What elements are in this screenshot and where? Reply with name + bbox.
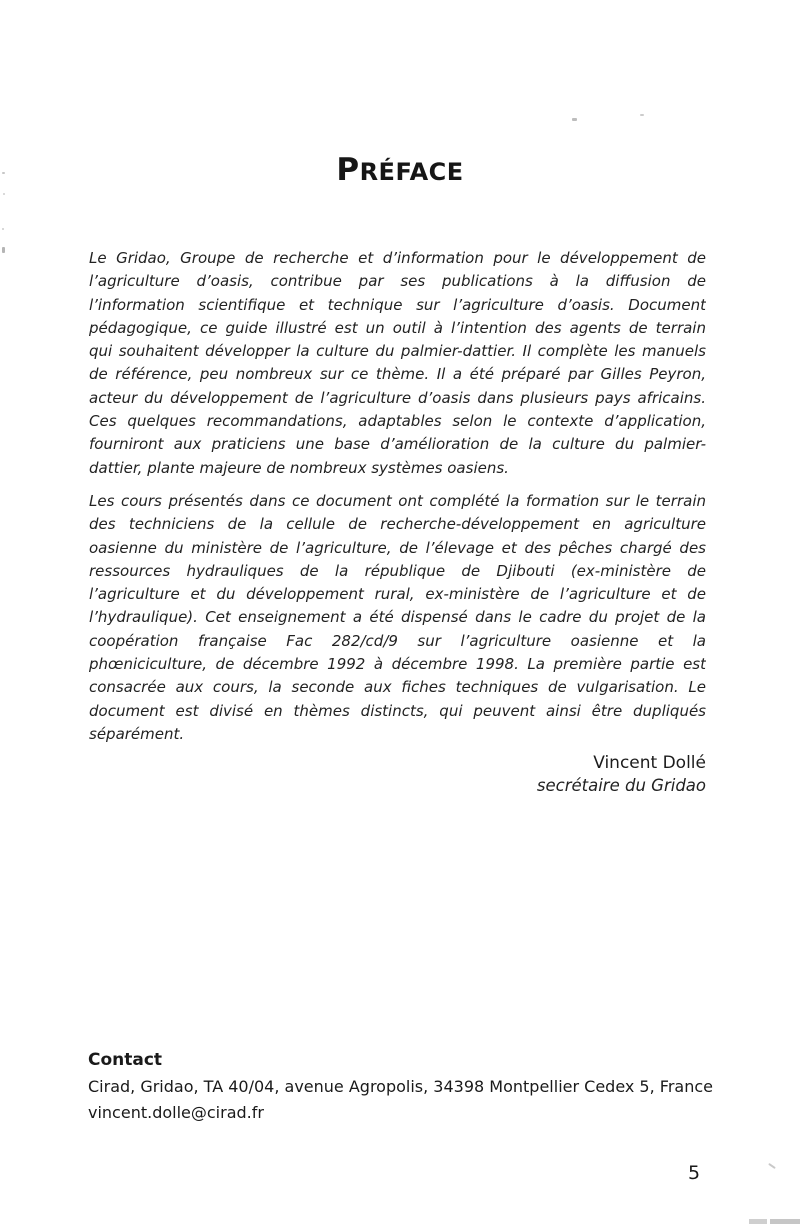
contact-block [88,1050,713,1125]
page-title [0,150,800,188]
scan-artifact-strip [770,1219,800,1224]
text-line: acteur du développement de l’agriculture d’oasis dans plusieurs pays africains. [89,388,706,407]
text-line: l’hydraulique). Cet enseignement a été dispensé dans le cadre du projet de la [89,608,706,627]
text-line: Le Gridao, Groupe de recherche et d’information pour le développement de [89,249,706,267]
scan-artifact-speck [2,247,5,253]
text-line: des techniciens de la cellule de recherche-développement en agriculture [89,515,706,534]
scan-artifact-strip [749,1219,767,1224]
scan-artifact-speck [3,193,5,195]
scan-artifact-speck [2,172,5,174]
text-line: Ces quelques recommandations, adaptables selon le contexte d’application, [89,412,706,431]
scan-artifact-speck [572,118,577,121]
text-line: l’agriculture et du développement rural, ex-ministère de l’agriculture et de [89,585,706,604]
text-line: phœniciculture, de décembre 1992 à décembre 1998. La première partie est [89,655,706,674]
text-line: ressources hydrauliques de la république de Djibouti (ex-ministère de [89,561,706,580]
text-line: oasienne du ministère de l’agriculture, de l’élevage et des pêches chargé des [89,538,706,557]
preface-paragraph-2 [89,490,706,746]
signature-block [537,752,706,797]
scan-artifact-speck [640,114,644,116]
text-line: séparément. [89,724,185,743]
text-line: pédagogique, ce guide illustré est un outil à l’intention des agents de terrain [89,318,706,337]
preface-paragraph-1 [89,247,706,480]
text-line: qui souhaitent développer la culture du palmier-dattier. Il complète les manuels [89,342,706,361]
text-line: dattier, plante majeure de nombreux systèmes oasiens. [89,458,509,477]
text-line: l’information scientifique et technique sur l’agriculture d’oasis. Document [89,295,706,314]
text-line: fourniront aux praticiens une base d’amélioration de la culture du palmier- [89,435,706,454]
text-line: consacrée aux cours, la seconde aux fiches techniques de vulgarisation. Le [89,678,706,697]
signature-role: secrétaire du Gridao [536,775,706,795]
text-line: de référence, peu nombreux sur ce thème. Il a été préparé par Gilles Peyron, [89,365,706,384]
title-rest: RÉFACE [359,158,464,186]
scan-artifact-speck [768,1163,776,1169]
text-line: coopération française Fac 282/cd/9 sur l’agriculture oasienne et la [89,631,706,650]
contact-email: vincent.dolle@cirad.fr [88,1102,264,1122]
scan-artifact-speck [2,228,4,230]
contact-heading: Contact [88,1050,163,1070]
text-line: Les cours présentés dans ce document ont complété la formation sur le terrain [89,492,706,510]
title-initial: P [336,152,360,188]
signature-name: Vincent Dollé [593,753,706,773]
text-line: l’agriculture d’oasis, contribue par ses publications à la diffusion de [89,272,706,291]
text-line: document est divisé en thèmes distincts, qui peuvent ainsi être dupliqués [89,701,706,720]
page-number: 5 [688,1162,701,1184]
contact-address: Cirad, Gridao, TA 40/04, avenue Agropolis, 34398 Montpellier Cedex 5, France [88,1077,713,1096]
